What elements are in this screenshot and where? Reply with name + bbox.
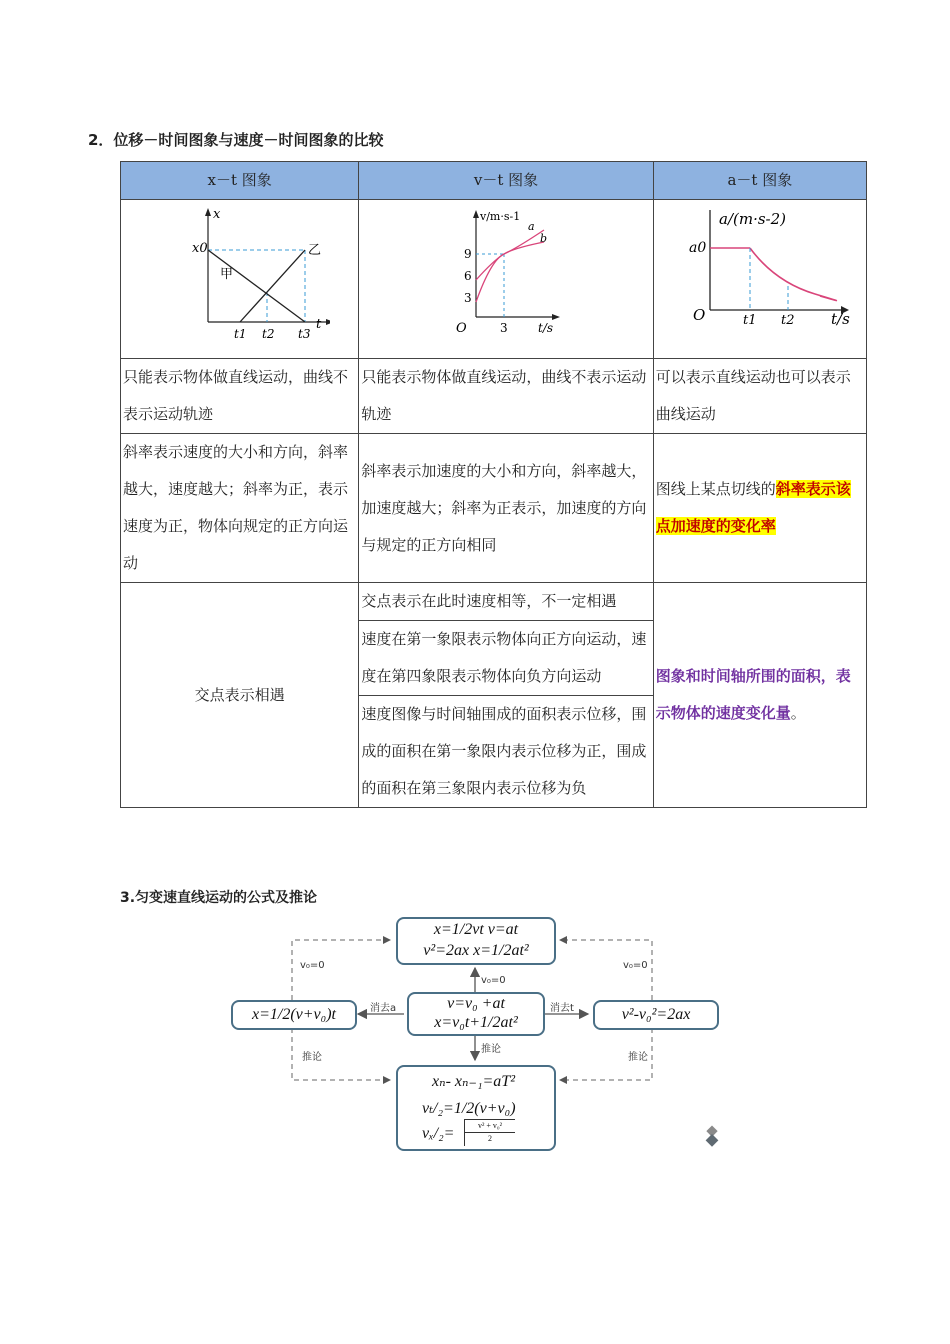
label-v0-center: v₀=0 [481,975,506,986]
label-infer-right: 推论 [628,1052,648,1063]
row2-at-plain: 图线上某点切线的 [655,480,776,498]
left-formula: x=1/2(v+v₀)t [251,1006,336,1023]
label-eliminate-a: 消去a [370,1003,397,1014]
vt-3y-label: 3 [464,291,472,305]
at-origin-label: O [692,306,706,324]
at-t2-label: t2 [780,313,795,328]
row2-xt: 斜率表示速度的大小和方向，斜率越大，速度越大；斜率为正，表示速度为正，物体向规定的正方向运动 [121,434,359,583]
sqrt-expression [464,1119,515,1146]
vt-x-label: t/s [538,321,554,335]
header-xt: x－t 图象 [121,162,359,200]
right-formula: v²-v₀²=2ax [621,1006,691,1023]
center-formula-2: x=v₀t+1/2at² [434,1014,518,1031]
section-3-title: 3.匀变速直线运动的公式及推论 [120,890,318,906]
vt-9-label: 9 [464,247,472,261]
sqrt-denominator: 2 [488,1134,492,1143]
row1-xt: 只能表示物体做直线运动，曲线不表示运动轨迹 [121,359,359,434]
row3-vt-1: 交点表示在此时速度相等，不一定相遇 [359,583,652,621]
xt-y-label: x [212,207,220,222]
at-x-label: t/s [830,310,850,328]
bottom-formula-1: xₙ- xₙ₋₁=aT² [432,1073,515,1090]
bottom-formula-3-lhs: vₓ/₂= [422,1125,455,1142]
row2-at-highlight: 斜率表示该点加速度的变化率 [655,480,851,535]
formula-box-left [231,1000,357,1030]
vt-b-label: b [540,232,548,245]
label-eliminate-t: 消去t [550,1003,574,1014]
vt-6-label: 6 [464,269,472,283]
section-2-title: 2．位移－时间图象与速度－时间图象的比较 [88,131,384,149]
row3-vt-3: 速度图像与时间轴围成的面积表示位移，围成的面积在第一象限内表示位移为正，围成的面积在第三象限内表示位移为负 [361,705,647,797]
row3-vt-2: 速度在第一象限表示物体向正方向运动，速度在第四象限表示物体向负方向运动 [359,621,652,696]
row2-vt: 斜率表示加速度的大小和方向，斜率越大，加速度越大；斜率为正表示，加速度的方向与规定的正方向相同 [359,434,653,583]
xt-t3-label: t3 [297,327,311,341]
xt-jia-label: 甲 [219,267,233,282]
row3-at-purple: 图象和时间轴所围的面积，表示物体的速度变化量 [655,667,851,722]
top-formula-2: v²=2ax x=1/2at² [423,942,529,959]
formula-box-center [407,992,545,1036]
formula-box-top [396,917,556,965]
label-v0-right: v₀=0 [623,960,648,971]
row1-at: 可以表示直线运动也可以表示曲线运动 [653,359,866,434]
formula-box-right [593,1000,719,1030]
at-y-label: a/(m·s-2) [718,210,786,228]
label-v0-left: v₀=0 [300,960,325,971]
xt-t2-label: t2 [261,327,275,341]
label-infer-left: 推论 [302,1052,322,1063]
at-a0-label: a0 [688,240,707,256]
label-infer-center: 推论 [481,1044,501,1055]
xt-t1-label: t1 [233,327,247,341]
row3-xt: 交点表示相遇 [121,583,359,808]
vt-3x-label: 3 [500,321,508,335]
row3-at-end: 。 [790,704,806,722]
header-vt: v－t 图象 [359,162,653,200]
xt-t-label: t [315,317,321,332]
row1-vt: 只能表示物体做直线运动，曲线不表示运动轨迹 [359,359,653,434]
xt-x0-label: x0 [191,241,208,256]
bottom-formula-2: vₜ/₂=1/2(v+v₀) [422,1100,516,1117]
formula-box-bottom [396,1065,556,1151]
at-t1-label: t1 [742,313,757,328]
top-formula-1: x=1/2vt v=at [433,921,519,938]
xt-yi-label: 乙 [307,243,321,258]
sqrt-numerator: v² + v₀² [465,1120,515,1133]
vt-y-label: v/m·s-1 [480,210,521,223]
center-formula-1: v=v₀ +at [447,995,505,1012]
vt-origin-label: O [456,321,467,336]
corner-diamond-icon [701,1126,722,1147]
header-at: a－t 图象 [653,162,866,200]
vt-a-label: a [528,220,535,233]
